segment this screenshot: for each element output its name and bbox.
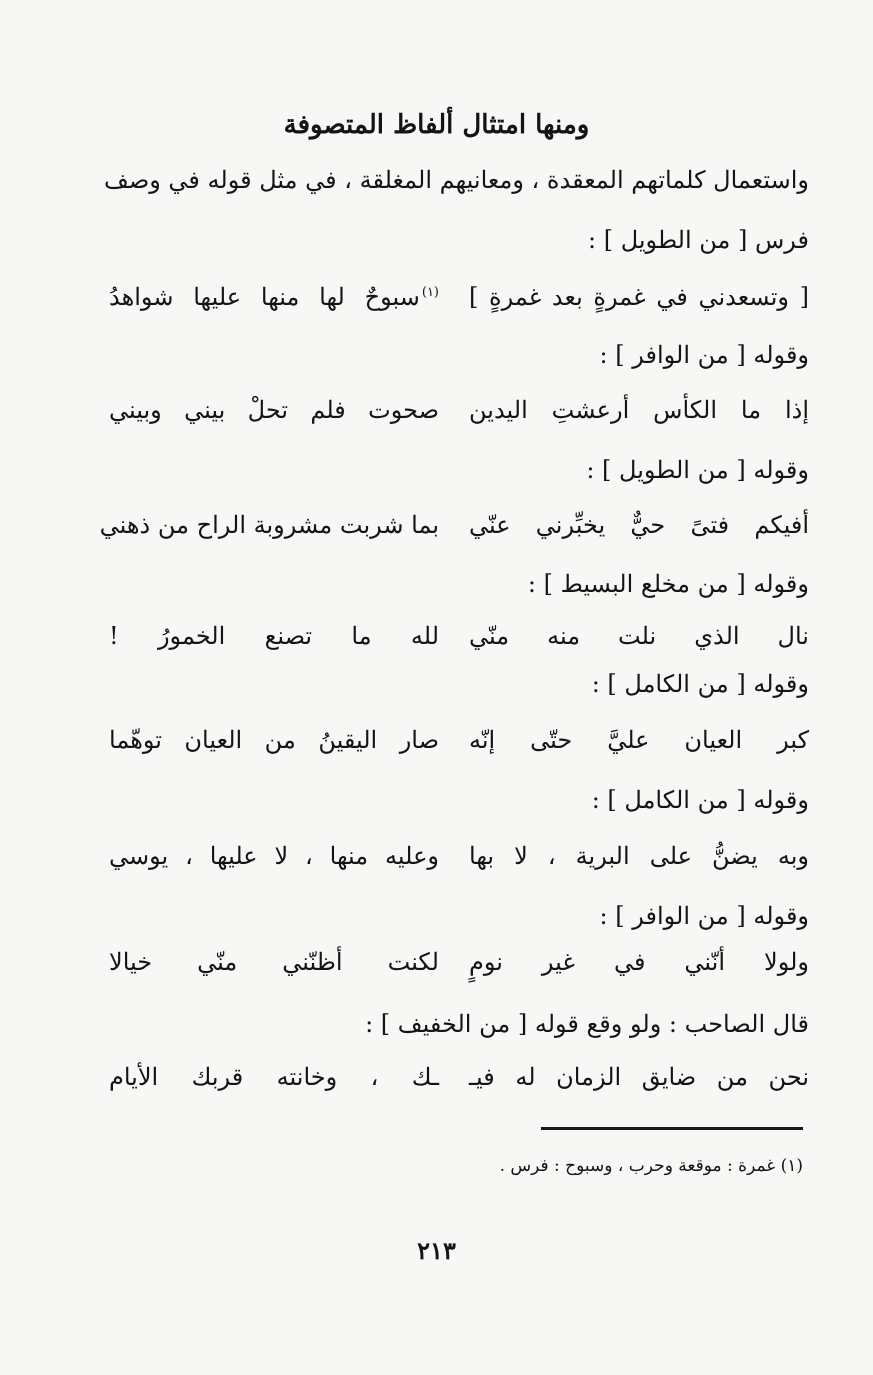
first-hemistich: نحن من ضايق الزمان له فيـ: [469, 1063, 809, 1091]
meter-label: وقوله [ من الطويل ] :: [586, 456, 809, 484]
verse-line: [99, 511, 809, 553]
second-hemistich: ـك ، وخانته قربك الأيام: [109, 1063, 439, 1091]
meter-label: وقوله [ من مخلع البسيط ] :: [527, 570, 809, 598]
second-hemistich: بما شربت مشروبة الراح من ذهني: [99, 511, 439, 539]
first-hemistich: كبر العيان عليَّ حتّى إنّه: [469, 726, 809, 754]
second-hemistich-text: سبوحٌ لها منها عليها شواهدُ: [109, 283, 420, 311]
section-heading: ومنها امتثال ألفاظ المتصوفة: [283, 110, 590, 140]
verse-line: [109, 1065, 809, 1105]
footnote-divider: [541, 1127, 803, 1130]
second-hemistich: صار اليقينُ من العيان توهّما: [109, 726, 439, 754]
first-hemistich: إذا ما الكأس أرعشتِ اليدين: [469, 396, 809, 424]
meter-label: وقوله [ من الوافر ] :: [599, 902, 809, 930]
second-hemistich: وعليه منها ، لا عليها ، يوسي: [109, 842, 439, 870]
first-hemistich: ولولا أنّني في غير نومٍ: [469, 948, 809, 976]
verse-line: [109, 844, 809, 884]
meter-label: فرس [ من الطويل ] :: [587, 226, 809, 254]
first-hemistich: وبه يضنُّ على البرية ، لا بها: [469, 842, 809, 870]
verse-line: [109, 624, 809, 664]
intro-text: واستعمال كلماتهم المعقدة ، ومعانيهم المغلقة ، في مثل قوله في وصف: [103, 166, 809, 194]
first-hemistich: [ وتسعدني في غمرةٍ بعد غمرةٍ ]: [469, 283, 809, 311]
second-hemistich: لله ما تصنع الخمورُ !: [109, 622, 439, 650]
verse-line: [109, 285, 809, 325]
meter-label: وقوله [ من الوافر ] :: [599, 341, 809, 369]
footnote-marker: (١): [421, 285, 439, 300]
second-hemistich: لكنت أظنّني منّي خيالا: [109, 948, 439, 976]
verse-line: [109, 728, 809, 768]
meter-label: وقوله [ من الكامل ] :: [591, 786, 809, 814]
verse-line: [109, 398, 809, 438]
second-hemistich: [109, 285, 439, 309]
first-hemistich: أفيكم فتىً حيٌّ يخبِّرني عنّي: [469, 511, 809, 539]
page-number: ٢١٣: [417, 1236, 456, 1265]
footnote: (١) غمرة : موقعة وحرب ، وسبوح : فرس .: [499, 1156, 803, 1176]
first-hemistich: نال الذي نلت منه منّي: [469, 622, 809, 650]
verse-line: [109, 950, 809, 990]
meter-label: وقوله [ من الكامل ] :: [591, 670, 809, 698]
second-hemistich: صحوت فلم تحلْ بيني وبيني: [109, 396, 439, 424]
meter-label: قال الصاحب : ولو وقع قوله [ من الخفيف ] :: [365, 1010, 809, 1038]
